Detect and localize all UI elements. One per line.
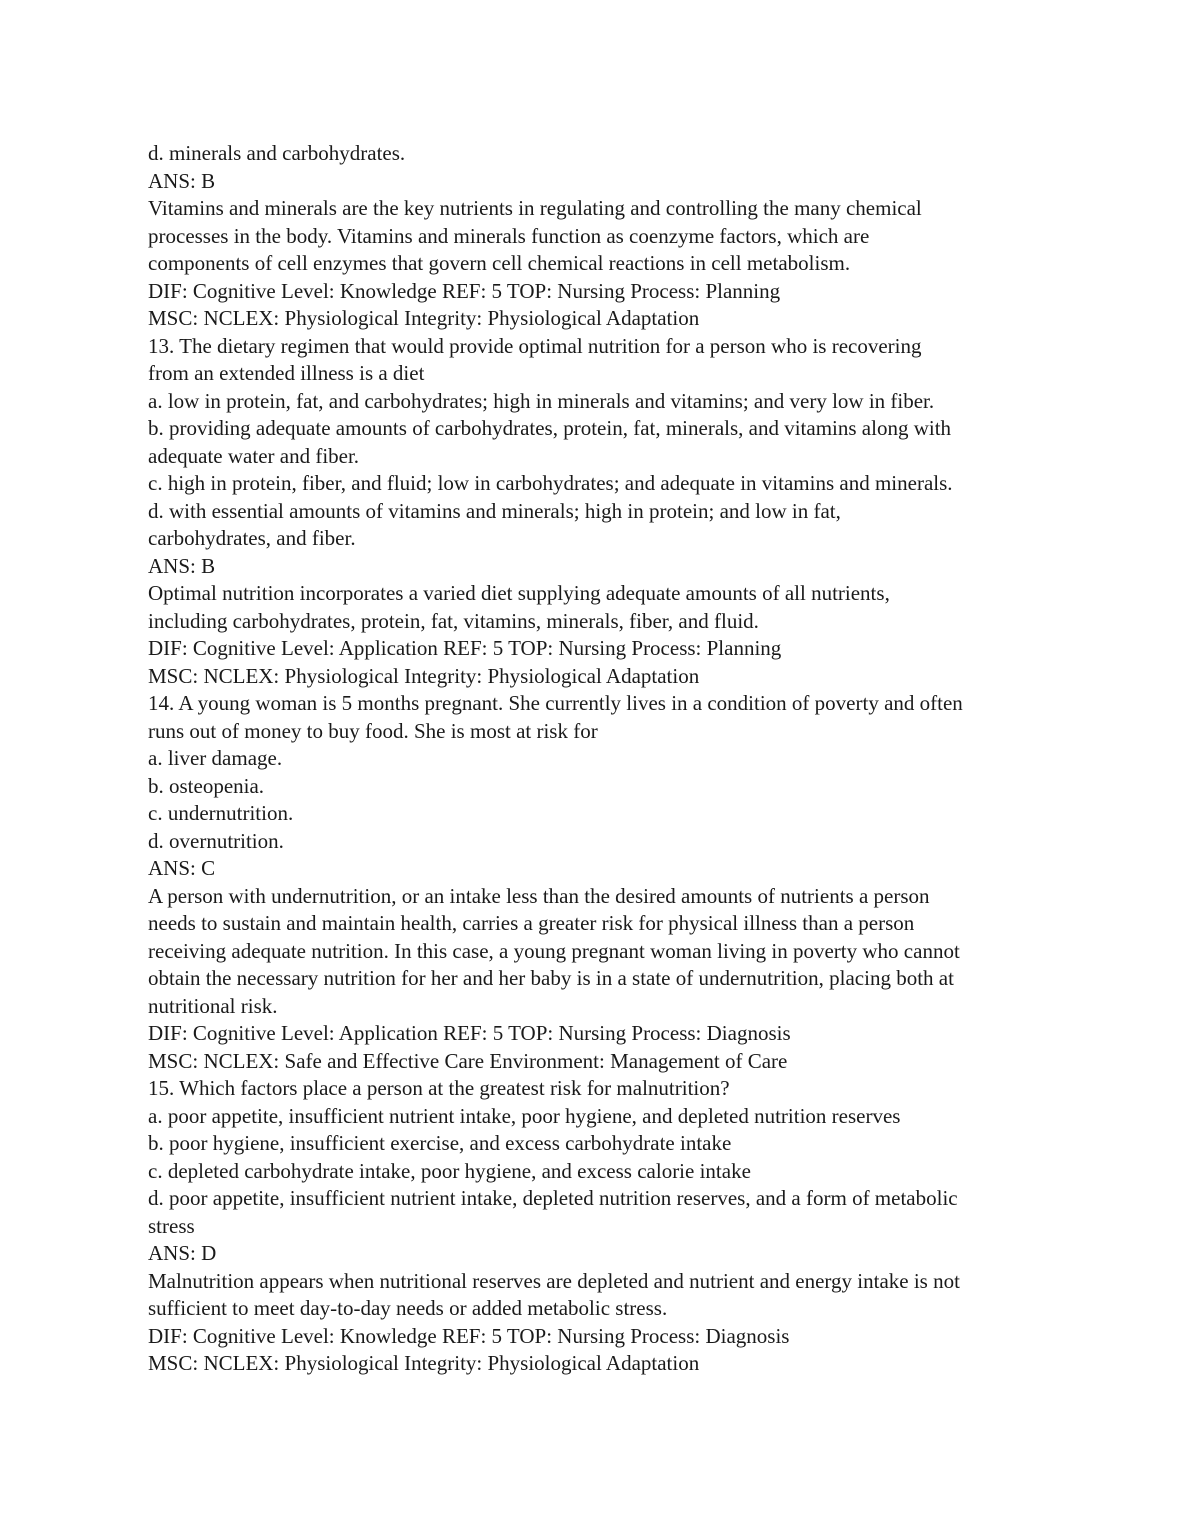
text-line: Malnutrition appears when nutritional reserves are depleted and nutrient and energy intake is not <box>148 1268 960 1293</box>
text-line: c. depleted carbohydrate intake, poor hygiene, and excess calorie intake <box>148 1158 751 1183</box>
text-line: a. liver damage. <box>148 746 283 770</box>
text-line: MSC: NCLEX: Physiological Integrity: Physiological Adaptation <box>148 663 700 688</box>
text-line: ANS: B <box>148 553 216 578</box>
text-line: 14. A young woman is 5 months pregnant. She currently lives in a condition of poverty and often <box>148 691 963 715</box>
text-line: ANS: D <box>148 1241 217 1265</box>
text-line: b. poor hygiene, insufficient exercise, and excess carbohydrate intake <box>148 1131 732 1155</box>
text-line: d. poor appetite, insufficient nutrient intake, depleted nutrition reserves, and a form of metabolic <box>148 1186 958 1210</box>
text-line: processes in the body. Vitamins and minerals function as coenzyme factors, which are <box>148 223 870 248</box>
text-line: ANS: C <box>148 856 216 880</box>
text-line: runs out of money to buy food. She is most at risk for <box>148 718 598 743</box>
text-line: DIF: Cognitive Level: Application REF: 5 TOP: Nursing Process: Planning <box>148 636 782 660</box>
text-line: a. poor appetite, insufficient nutrient intake, poor hygiene, and depleted nutrition reserves <box>148 1103 901 1128</box>
question-block-15 <box>148 1075 1158 1378</box>
text-line: DIF: Cognitive Level: Knowledge REF: 5 TOP: Nursing Process: Planning <box>148 278 781 303</box>
text-line: MSC: NCLEX: Safe and Effective Care Environment: Management of Care <box>148 1048 788 1073</box>
text-line: stress <box>148 1213 195 1238</box>
text-line: MSC: NCLEX: Physiological Integrity: Physiological Adaptation <box>148 1351 700 1375</box>
text-line: 13. The dietary regimen that would provide optimal nutrition for a person who is recovering <box>148 333 922 358</box>
text-line: Vitamins and minerals are the key nutrients in regulating and controlling the many chemical <box>148 196 922 220</box>
text-line: b. providing adequate amounts of carbohydrates, protein, fat, minerals, and vitamins along with <box>148 416 952 440</box>
text-line: including carbohydrates, protein, fat, vitamins, minerals, fiber, and fluid. <box>148 608 759 633</box>
text-line: receiving adequate nutrition. In this case, a young pregnant woman living in poverty who cannot <box>148 938 960 963</box>
text-line: carbohydrates, and fiber. <box>148 526 356 550</box>
text-line: b. osteopenia. <box>148 773 265 798</box>
text-line: DIF: Cognitive Level: Knowledge REF: 5 TOP: Nursing Process: Diagnosis <box>148 1323 790 1348</box>
text-line: c. undernutrition. <box>148 801 294 825</box>
text-line: adequate water and fiber. <box>148 443 360 468</box>
text-line: needs to sustain and maintain health, carries a greater risk for physical illness than a person <box>148 911 915 935</box>
text-line: obtain the necessary nutrition for her and her baby is in a state of undernutrition, placing both at <box>148 966 954 990</box>
text-line: MSC: NCLEX: Physiological Integrity: Physiological Adaptation <box>148 306 700 330</box>
text-line: A person with undernutrition, or an intake less than the desired amounts of nutrients a person <box>148 883 930 908</box>
text-line: a. low in protein, fat, and carbohydrates; high in minerals and vitamins; and very low in fiber. <box>148 388 935 413</box>
text-line: sufficient to meet day-to-day needs or added metabolic stress. <box>148 1296 668 1320</box>
text-line: DIF: Cognitive Level: Application REF: 5 TOP: Nursing Process: Diagnosis <box>148 1021 791 1045</box>
question-block-13 <box>148 333 1158 691</box>
question-block-14 <box>148 690 1158 1075</box>
text-line: 15. Which factors place a person at the greatest risk for malnutrition? <box>148 1076 730 1100</box>
text-line: nutritional risk. <box>148 993 278 1018</box>
text-line: components of cell enzymes that govern cell chemical reactions in cell metabolism. <box>148 251 851 275</box>
page-text <box>148 140 1158 1378</box>
text-line: d. minerals and carbohydrates. <box>148 141 406 165</box>
text-line: d. overnutrition. <box>148 828 284 853</box>
text-line: from an extended illness is a diet <box>148 361 425 385</box>
text-line: c. high in protein, fiber, and fluid; low in carbohydrates; and adequate in vitamins and minerals. <box>148 471 953 495</box>
text-line: ANS: B <box>148 168 216 193</box>
text-line: d. with essential amounts of vitamins and minerals; high in protein; and low in fat, <box>148 498 841 523</box>
question-block-12-answer <box>148 140 1158 333</box>
text-line: Optimal nutrition incorporates a varied diet supplying adequate amounts of all nutrients, <box>148 581 890 605</box>
